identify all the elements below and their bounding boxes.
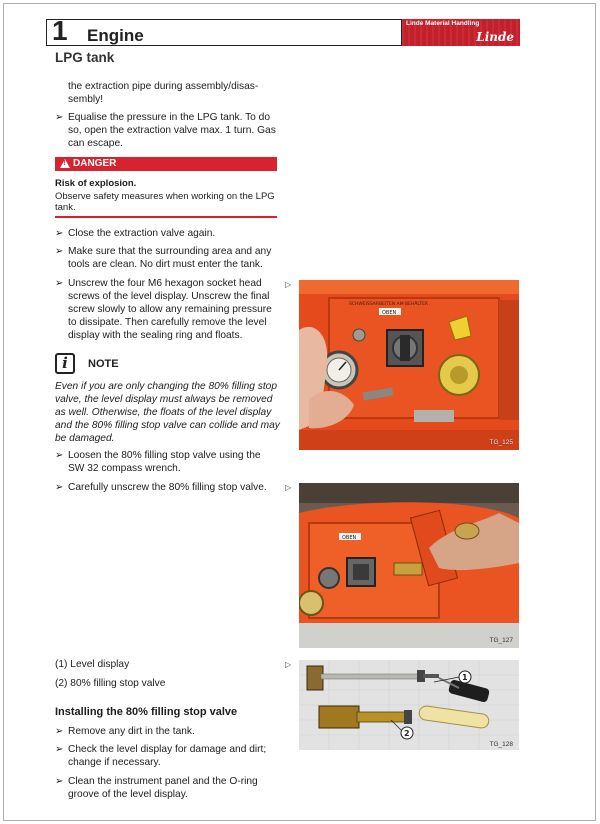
note-text-1: Even if you are only changing the 80% filling stop (55, 381, 278, 392)
callout-1: 1 (462, 673, 468, 682)
section-title: LPG tank (55, 50, 115, 65)
install-bullet-check-display: ➢ Check the level display for damage and dirt; change if necessary. (55, 744, 267, 768)
note-text-4: and the 80% filling stop valve can collide and may (55, 420, 280, 431)
bullet-loosen: ➢ Loosen the 80% filling stop valve using the SW 32 compass wrench. (55, 450, 261, 474)
photo-removed-components (299, 660, 519, 750)
tank-label-top: SCHWEISSARBEITEN AM BEHÄLTER (349, 302, 429, 307)
bullet-clean-area: ➢ Make sure that the surrounding area and any tools are clean. No dirt must enter the tank. (55, 246, 272, 270)
brand-logo: Linde (476, 30, 514, 44)
brand-logo-box (402, 19, 520, 46)
intro-line-2: sembly! (68, 94, 104, 105)
danger-text-2: tank. (55, 202, 76, 213)
bullet-equalise: ➢ Equalise the pressure in the LPG tank. To do so, open the extraction valve max. 1 turn. Gas can escape. (55, 112, 276, 149)
install-bullet-remove-dirt: ➢ Remove any dirt in the tank. (55, 726, 195, 737)
photo-caption-1: TG_125 (489, 439, 513, 446)
photo-caption-2: TG_127 (489, 637, 513, 644)
danger-text-1: Observe safety measures when working on the LPG (55, 191, 275, 202)
intro-line-1: the extraction pipe during assembly/disas- (68, 81, 259, 92)
note-text-5: be damaged. (55, 433, 115, 444)
bullet-close-valve: ➢ Close the extraction valve again. (55, 228, 216, 239)
danger-rule (55, 216, 277, 218)
chapter-number: 1 (52, 15, 67, 46)
figure-pointer-2: ▷ (285, 483, 292, 492)
note-label: NOTE (88, 358, 119, 370)
danger-label: DANGER (73, 158, 117, 169)
figure-pointer-1: ▷ (285, 280, 292, 289)
legend-filling-stop-valve: (2) 80% filling stop valve (55, 678, 166, 689)
bullet-marker: ➢ (55, 112, 64, 123)
note-text-3: as well. Otherwise, the floats of the level display (55, 407, 272, 418)
bullet-unscrew-screws: ➢ Unscrew the four M6 hexagon socket head screws of the level display. Unscrew the final screw slowly to allow any remaining pressure to dissipate. Then carefully remove the level display with the sealing ring and floats. (55, 278, 272, 341)
tank-label-oben-2: OBEN (342, 535, 357, 541)
callout-2: 2 (404, 729, 410, 738)
info-icon: i (55, 353, 75, 374)
photo-filling-stop-valve (299, 483, 519, 648)
install-bullet-clean-panel: ➢ Clean the instrument panel and the O-ring groove of the level display. (55, 776, 258, 800)
danger-banner (55, 157, 277, 171)
danger-heading: Risk of explosion. (55, 178, 137, 189)
chapter-title: Engine (87, 26, 144, 45)
brand-tagline: Linde Material Handling (406, 20, 480, 27)
photo-caption-3: TG_128 (489, 741, 513, 748)
photo-level-display-removal (299, 280, 519, 450)
install-heading: Installing the 80% filling stop valve (55, 706, 238, 718)
bullet-carefully-unscrew: ➢ Carefully unscrew the 80% filling stop valve. (55, 482, 267, 493)
tank-label-oben: OBEN (382, 310, 397, 316)
warning-icon (60, 159, 70, 168)
note-text-2: valve, the level display must always be removed (55, 394, 273, 405)
figure-pointer-3: ▷ (285, 660, 292, 669)
legend-level-display: (1) Level display (55, 659, 130, 670)
